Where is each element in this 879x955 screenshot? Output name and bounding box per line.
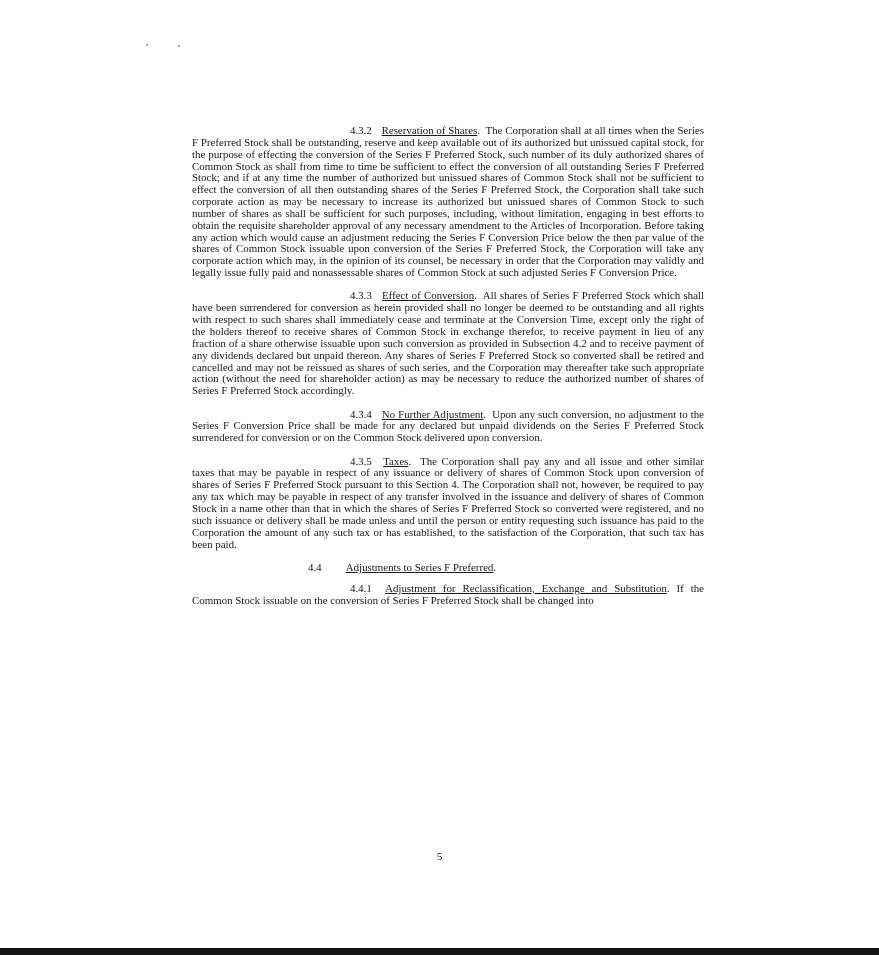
section-4-4-1: 4.4.1 Adjustment for Reclassification, Exchange and Substitution. If the Common Stock issuable on the conversion of Series F Preferred Stock shall be changed into	[192, 582, 704, 607]
section-heading: Adjustments to Series F Preferred	[345, 561, 494, 574]
section-4-3-5: 4.3.5 Taxes. The Corporation shall pay any and all issue and other similar taxes that may be payable in respect of any issuance or delivery of shares of Common Stock upon conversion of shares of Series F Preferred Stock pursuant to this Section 4. The Corporation shall not, however, be required to pay any tax which may be payable in respect of any transfer involved in the issuance and delivery of shares of Common Stock in a name other than that in which the shares of Series F Preferred Stock so converted were registered, and no such issuance or delivery shall be made unless and until the person or entity requesting such issuance has paid to the Corporation the amount of any such tax or has established, to the satisfaction of the Corporation, that such tax has been paid.	[192, 455, 704, 551]
section-4-4: 4.4 Adjustments to Series F Preferred.	[308, 561, 497, 574]
section-4-3-3: 4.3.3 Effect of Conversion. All shares of Series F Preferred Stock which shall have been surrendered for conversion as herein provided shall no longer be deemed to be outstanding and all rights with respect to such shares shall immediately cease and terminate at the Conversion Time, except only the right of the holders thereof to receive shares of Common Stock in exchange therefor, to receive payment in lieu of any fraction of a share otherwise issuable upon such conversion as provided in Subsection 4.2 and to receive payment of any dividends declared but unpaid thereon. Any shares of Series F Preferred Stock so converted shall be retired and cancelled and may not be reissued as shares of such series, and the Corporation may thereafter take such appropriate action (without the need for shareholder action) as may be necessary to reduce the authorized number of shares of Series F Preferred Stock accordingly.	[192, 290, 704, 398]
viewer-bottom-bar	[0, 948, 879, 955]
section-body: All shares of Series F Preferred Stock which shall have been surrendered for conversion as herein provided shall no longer be deemed to be outstanding and all rights with respect to such shares shall immediately cease and terminate at the Conversion Time, except only the right of the holders thereof to receive shares of Common Stock in exchange therefor, to receive payment in lieu of any fraction of a share otherwise issuable upon such conversion as provided in Subsection 4.2 and to receive payment of any dividends declared but unpaid thereon. Any shares of Series F Preferred Stock so converted shall be retired and cancelled and may not be reissued as shares of such series, and the Corporation may thereafter take such appropriate action (without the need for shareholder action) as may be necessary to reduce the authorized number of shares of Series F Preferred Stock accordingly.	[192, 290, 704, 398]
section-heading: Adjustment for Reclassification, Exchange and Substitution	[385, 582, 667, 595]
section-number: 4.4	[308, 561, 322, 574]
section-number: 4.4.1	[350, 582, 372, 595]
section-body: The Corporation shall at all times when the Series F Preferred Stock shall be outstanding, reserve and keep available out of its authorized but unissued capital stock, for the purpose of effecting the conversion of the Series F Preferred Stock, such number of its duly authorized shares of Common Stock as shall from time to time be sufficient to effect the conversion of all outstanding Series F Preferred Stock; and if at any time the number of authorized but unissued shares of Common Stock shall not be sufficient to effect the conversion of all then outstanding shares of the Series F Preferred Stock, the Corporation shall take such corporate action as may be necessary to increase its authorized but unissued shares of Common Stock to such number of shares as shall be sufficient for such purposes, including, without limitation, engaging in best efforts to obtain the requisite shareholder approval of any necessary amendment to the Articles of Incorporation. Before taking any action which would cause an adjustment reducing the Series F Conversion Price below the then par value of the shares of Common Stock issuable upon conversion of the Series F Preferred Stock, the Corporation will take any corporate action which may, in the opinion of its counsel, be necessary in order that the Corporation may validly and legally issue fully paid and nonassessable shares of Common Stock at such adjusted Series F Conversion Price.	[192, 125, 704, 280]
section-heading: Taxes	[383, 455, 409, 468]
section-number: 4.3.3	[350, 290, 372, 303]
section-heading: No Further Adjustment	[381, 408, 484, 421]
section-body: If the Common Stock issuable on the conversion of Series F Preferred Stock shall be changed into	[192, 582, 704, 607]
section-heading: Effect of Conversion	[382, 290, 475, 303]
page-number: 5	[436, 851, 443, 863]
scan-speck	[146, 44, 148, 46]
section-number: 4.3.2	[350, 125, 372, 137]
scan-speck	[178, 45, 180, 47]
section-body: The Corporation shall pay any and all issue and other similar taxes that may be payable in respect of any issuance or delivery of shares of Common Stock upon conversion of shares of Series F Preferred Stock pursuant to this Section 4. The Corporation shall not, however, be required to pay any tax which may be payable in respect of any transfer involved in the issuance and delivery of shares of Common Stock in a name other than that in which the shares of Series F Preferred Stock so converted were registered, and no such issuance or delivery shall be made unless and until the person or entity requesting such issuance has paid to the Corporation the amount of any such tax or has established, to the satisfaction of the Corporation, that such tax has been paid.	[192, 455, 704, 551]
section-heading: Reservation of Shares	[381, 125, 478, 137]
section-4-3-2: 4.3.2 Reservation of Shares. The Corporation shall at all times when the Series F Preferred Stock shall be outstanding, reserve and keep available out of its authorized but unissued capital stock, for the purpose of effecting the conversion of the Series F Preferred Stock, such number of its duly authorized shares of Common Stock as shall from time to time be sufficient to effect the conversion of all outstanding Series F Preferred Stock; and if at any time the number of authorized but unissued shares of Common Stock shall not be sufficient to effect the conversion of all then outstanding shares of the Series F Preferred Stock, the Corporation shall take such corporate action as may be necessary to increase its authorized but unissued shares of Common Stock to such number of shares as shall be sufficient for such purposes, including, without limitation, engaging in best efforts to obtain the requisite shareholder approval of any necessary amendment to the Articles of Incorporation. Before taking any action which would cause an adjustment reducing the Series F Conversion Price below the then par value of the shares of Common Stock issuable upon conversion of the Series F Preferred Stock, the Corporation will take any corporate action which may, in the opinion of its counsel, be necessary in order that the Corporation may validly and legally issue fully paid and nonassessable shares of Common Stock at such adjusted Series F Conversion Price.	[192, 125, 704, 280]
section-number: 4.3.5	[350, 455, 372, 468]
section-number: 4.3.4	[350, 408, 372, 421]
section-4-3-4: 4.3.4 No Further Adjustment. Upon any such conversion, no adjustment to the Series F Conversion Price shall be made for any declared but unpaid dividends on the Series F Preferred Stock surrendered for conversion or on the Common Stock delivered upon conversion.	[192, 408, 704, 445]
section-body: Upon any such conversion, no adjustment to the Series F Conversion Price shall be made for any declared but unpaid dividends on the Series F Preferred Stock surrendered for conversion or on the Common Stock delivered upon conversion.	[192, 408, 704, 445]
document-body	[192, 126, 704, 607]
